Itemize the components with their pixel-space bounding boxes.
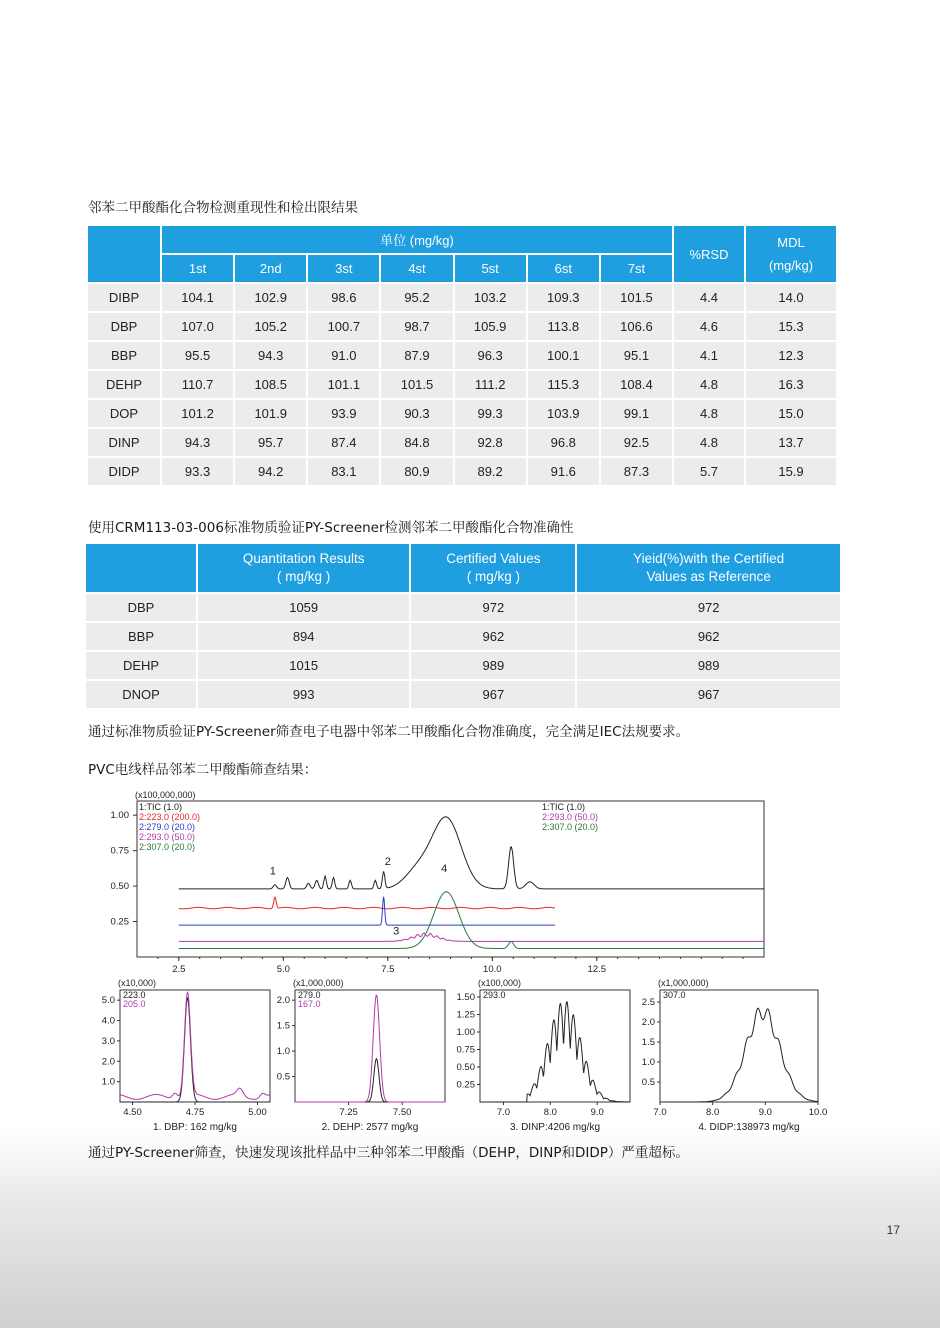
run-value: 90.3 xyxy=(381,400,452,427)
yield-value: 972 xyxy=(577,594,840,621)
table-row xyxy=(86,623,840,650)
unit-header: 单位 (mg/kg) xyxy=(162,226,672,253)
run-value: 98.7 xyxy=(381,313,452,340)
table-row xyxy=(88,284,836,311)
mdl-value: 15.9 xyxy=(746,458,836,485)
x-tick-label: 10.0 xyxy=(808,1107,828,1118)
compound-name: DBP xyxy=(86,594,196,621)
series-label: 307.0 xyxy=(663,990,686,1000)
accuracy-note: 通过标准物质验证PY-Screener筛查电子电器中邻苯二甲酸酯化合物准确度，完全满足IEC法规要求。 xyxy=(88,724,690,740)
x-tick-label: 7.25 xyxy=(339,1107,358,1118)
accuracy-table xyxy=(84,542,842,710)
yield-value: 989 xyxy=(577,652,840,679)
legend-right-item: 1:TIC (1.0) xyxy=(542,802,586,812)
run-value: 106.6 xyxy=(601,313,672,340)
quant-value: 1015 xyxy=(198,652,409,679)
run-value: 93.9 xyxy=(308,400,379,427)
y-tick-label: 3.0 xyxy=(101,1035,115,1047)
y-tick-label: 1.00 xyxy=(456,1027,475,1038)
accuracy-header xyxy=(577,544,840,592)
compound-name: DNOP xyxy=(86,681,196,708)
table-row xyxy=(86,594,840,621)
rsd-value: 4.4 xyxy=(674,284,744,311)
mdl-header xyxy=(746,226,836,282)
series-label: 167.0 xyxy=(298,999,321,1009)
y-tick-label: 1.5 xyxy=(641,1037,655,1048)
yield-value: 967 xyxy=(577,681,840,708)
run-value: 95.1 xyxy=(601,342,672,369)
accuracy-header xyxy=(411,544,575,592)
mdl-value: 12.3 xyxy=(746,342,836,369)
mdl-header-line2: (mg/kg) xyxy=(768,258,814,273)
run-value: 113.8 xyxy=(528,313,599,340)
y-tick-label: 1.00 xyxy=(110,810,129,822)
table-row xyxy=(88,371,836,398)
header-line2: ( mg/kg ) xyxy=(466,569,520,584)
y-tick-label: 1.0 xyxy=(641,1057,655,1068)
sub-chart-1 xyxy=(102,978,270,1133)
legend-right-item: 2:293.0 (50.0) xyxy=(542,812,599,822)
yield-value: 962 xyxy=(577,623,840,650)
run-value: 109.3 xyxy=(528,284,599,311)
compound-name: DEHP xyxy=(86,652,196,679)
plot-frame xyxy=(660,990,818,1102)
rsd-value: 5.7 xyxy=(674,458,744,485)
run-value: 104.1 xyxy=(162,284,233,311)
legend-left-item: 1:TIC (1.0) xyxy=(139,802,183,812)
header-line1: Quantitation Results xyxy=(242,551,365,566)
mdl-value: 16.3 xyxy=(746,371,836,398)
series-label: 223.0 xyxy=(123,990,146,1000)
run-value: 91.6 xyxy=(528,458,599,485)
mdl-header-line1: MDL xyxy=(777,235,805,250)
run-value: 93.3 xyxy=(162,458,233,485)
quant-value: 993 xyxy=(198,681,409,708)
compound-name: DOP xyxy=(88,400,160,427)
header-line2: ( mg/kg ) xyxy=(277,569,331,584)
compound-name: BBP xyxy=(86,623,196,650)
y-tick-label: 1.0 xyxy=(276,1046,290,1058)
run-value: 101.2 xyxy=(162,400,233,427)
scale-label: (x10,000) xyxy=(118,978,157,988)
page-number: 17 xyxy=(886,1223,900,1237)
y-tick-label: 0.50 xyxy=(456,1062,475,1073)
run-value: 103.9 xyxy=(528,400,599,427)
legend-left-item: 2:223.0 (200.0) xyxy=(139,812,201,822)
run-value: 100.1 xyxy=(528,342,599,369)
run-header: 3st xyxy=(308,255,379,282)
corner-header xyxy=(88,226,160,282)
rsd-value: 4.8 xyxy=(674,400,744,427)
y-tick-label: 1.0 xyxy=(101,1076,115,1088)
mdl-value: 15.0 xyxy=(746,400,836,427)
run-value: 94.3 xyxy=(162,429,233,456)
y-tick-label: 0.5 xyxy=(276,1071,290,1083)
legend-left-item: 2:293.0 (50.0) xyxy=(139,832,196,842)
run-value: 110.7 xyxy=(162,371,233,398)
mdl-value: 13.7 xyxy=(746,429,836,456)
x-tick-label: 4.75 xyxy=(185,1107,205,1118)
peak-label: 3 xyxy=(393,925,400,938)
y-tick-label: 4.0 xyxy=(101,1015,115,1027)
corner-header xyxy=(86,544,196,592)
y-tick-label: 0.50 xyxy=(110,881,129,893)
run-value: 101.5 xyxy=(601,284,672,311)
compound-name: DEHP xyxy=(88,371,160,398)
run-value: 96.3 xyxy=(455,342,526,369)
x-tick-label: 9.0 xyxy=(590,1107,604,1118)
accuracy-header xyxy=(198,544,409,592)
x-tick-label: 8.0 xyxy=(706,1107,720,1118)
run-value: 89.2 xyxy=(455,458,526,485)
run-header: 1st xyxy=(162,255,233,282)
header-line2: Values as Reference xyxy=(646,569,771,584)
scale-label: (x1,000,000) xyxy=(293,978,344,988)
table-row xyxy=(88,313,836,340)
compound-name: DIDP xyxy=(88,458,160,485)
rsd-value: 4.1 xyxy=(674,342,744,369)
run-value: 84.8 xyxy=(381,429,452,456)
section2-title: 使用CRM113-03-006标准物质验证PY-Screener检测邻苯二甲酸酯化合物准确性 xyxy=(88,520,574,536)
legend-left-item: 2:307.0 (20.0) xyxy=(139,842,196,852)
x-tick-label: 5.0 xyxy=(276,964,290,975)
scale-label: (x100,000) xyxy=(478,978,522,988)
run-value: 87.3 xyxy=(601,458,672,485)
run-value: 115.3 xyxy=(528,371,599,398)
run-header: 7st xyxy=(601,255,672,282)
sub-chart-2 xyxy=(277,978,445,1133)
run-value: 80.9 xyxy=(381,458,452,485)
run-value: 101.9 xyxy=(235,400,306,427)
run-value: 111.2 xyxy=(455,371,526,398)
peak-label: 4 xyxy=(441,862,448,875)
cert-value: 989 xyxy=(411,652,575,679)
header-line1: Certified Values xyxy=(446,551,541,566)
run-value: 95.2 xyxy=(381,284,452,311)
chart-caption: 2. DEHP: 2577 mg/kg xyxy=(321,1122,419,1133)
run-header: 2nd xyxy=(235,255,306,282)
plot-frame xyxy=(137,801,764,957)
compound-name: BBP xyxy=(88,342,160,369)
y-tick-label: 0.75 xyxy=(110,845,129,857)
run-value: 108.4 xyxy=(601,371,672,398)
table-row xyxy=(88,429,836,456)
mdl-value: 14.0 xyxy=(746,284,836,311)
series-label: 279.0 xyxy=(298,990,321,1000)
table-row xyxy=(88,342,836,369)
chart-caption: 1. DBP: 162 mg/kg xyxy=(153,1122,237,1133)
y-tick-label: 2.0 xyxy=(276,995,290,1007)
y-tick-label: 1.50 xyxy=(456,992,475,1003)
run-header: 6st xyxy=(528,255,599,282)
run-header: 5st xyxy=(455,255,526,282)
section1-title: 邻苯二甲酸酯化合物检测重现性和检出限结果 xyxy=(88,200,358,216)
run-value: 107.0 xyxy=(162,313,233,340)
run-value: 102.9 xyxy=(235,284,306,311)
run-header: 4st xyxy=(381,255,452,282)
y-tick-label: 0.75 xyxy=(456,1044,475,1056)
repeatability-table xyxy=(86,224,838,487)
compound-name: DBP xyxy=(88,313,160,340)
cert-value: 967 xyxy=(411,681,575,708)
table-row xyxy=(86,681,840,708)
run-value: 87.4 xyxy=(308,429,379,456)
run-value: 99.1 xyxy=(601,400,672,427)
x-tick-label: 5.00 xyxy=(248,1107,267,1118)
y-tick-label: 0.5 xyxy=(641,1077,655,1088)
x-tick-label: 7.5 xyxy=(381,964,395,975)
run-value: 108.5 xyxy=(235,371,306,398)
x-tick-label: 7.50 xyxy=(392,1107,412,1118)
y-tick-label: 0.25 xyxy=(456,1079,475,1091)
run-value: 101.1 xyxy=(308,371,379,398)
section3-title: PVC电线样品邻苯二甲酸酯筛查结果： xyxy=(88,762,318,778)
run-value: 105.9 xyxy=(455,313,526,340)
run-value: 105.2 xyxy=(235,313,306,340)
run-value: 94.3 xyxy=(235,342,306,369)
chart-caption: 3. DINP:4206 mg/kg xyxy=(509,1122,601,1133)
legend-right-item: 2:307.0 (20.0) xyxy=(542,822,599,832)
cert-value: 962 xyxy=(411,623,575,650)
rsd-value: 4.8 xyxy=(674,371,744,398)
x-tick-label: 2.5 xyxy=(172,964,186,975)
run-value: 92.8 xyxy=(455,429,526,456)
mdl-value: 15.3 xyxy=(746,313,836,340)
run-value: 94.2 xyxy=(235,458,306,485)
cert-value: 972 xyxy=(411,594,575,621)
run-value: 95.7 xyxy=(235,429,306,456)
plot-frame xyxy=(480,990,630,1102)
x-tick-label: 7.0 xyxy=(496,1107,511,1118)
scale-label: (x100,000,000) xyxy=(135,790,196,800)
run-value: 83.1 xyxy=(308,458,379,485)
compound-name: DINP xyxy=(88,429,160,456)
ion-chromatograms xyxy=(95,975,835,1135)
x-tick-label: 9.0 xyxy=(758,1107,772,1118)
peak-label: 1 xyxy=(269,865,276,878)
run-value: 98.6 xyxy=(308,284,379,311)
run-value: 96.8 xyxy=(528,429,599,456)
x-tick-label: 7.0 xyxy=(653,1107,667,1118)
run-value: 91.0 xyxy=(308,342,379,369)
y-tick-label: 2.5 xyxy=(641,997,655,1008)
run-value: 99.3 xyxy=(455,400,526,427)
quant-value: 1059 xyxy=(198,594,409,621)
run-value: 95.5 xyxy=(162,342,233,369)
x-tick-label: 12.5 xyxy=(587,964,607,975)
peak-label: 2 xyxy=(384,855,391,868)
y-tick-label: 5.0 xyxy=(101,995,115,1007)
x-tick-label: 4.50 xyxy=(123,1107,142,1118)
rsd-value: 4.8 xyxy=(674,429,744,456)
x-tick-label: 8.0 xyxy=(543,1107,557,1118)
legend-left-item: 2:279.0 (20.0) xyxy=(139,822,196,832)
sub-chart-3 xyxy=(457,978,631,1133)
y-tick-label: 1.5 xyxy=(276,1020,290,1032)
quant-value: 894 xyxy=(198,623,409,650)
compound-name: DIBP xyxy=(88,284,160,311)
y-tick-label: 2.0 xyxy=(101,1056,115,1068)
sub-chart-4 xyxy=(642,978,827,1133)
table-row xyxy=(88,400,836,427)
run-value: 101.5 xyxy=(381,371,452,398)
table-row xyxy=(88,458,836,485)
rsd-value: 4.6 xyxy=(674,313,744,340)
series-label: 293.0 xyxy=(483,990,506,1000)
chart-caption: 4. DIDP:138973 mg/kg xyxy=(698,1122,800,1133)
run-value: 103.2 xyxy=(455,284,526,311)
run-value: 92.5 xyxy=(601,429,672,456)
scale-label: (x1,000,000) xyxy=(658,978,709,988)
run-value: 87.9 xyxy=(381,342,452,369)
run-value: 100.7 xyxy=(308,313,379,340)
rsd-header: %RSD xyxy=(674,226,744,282)
y-tick-label: 0.25 xyxy=(110,916,129,928)
table-row xyxy=(86,652,840,679)
header-line1: Yieid(%)with the Certified xyxy=(633,551,785,566)
series-label: 205.0 xyxy=(123,999,146,1009)
tic-chromatogram xyxy=(100,786,800,976)
y-tick-label: 1.25 xyxy=(456,1009,475,1021)
y-tick-label: 2.0 xyxy=(641,1017,655,1028)
screening-note: 通过PY-Screener筛查，快速发现该批样品中三种邻苯二甲酸酯（DEHP，DINP和DIDP）严重超标。 xyxy=(88,1145,689,1161)
x-tick-label: 10.0 xyxy=(483,964,502,975)
